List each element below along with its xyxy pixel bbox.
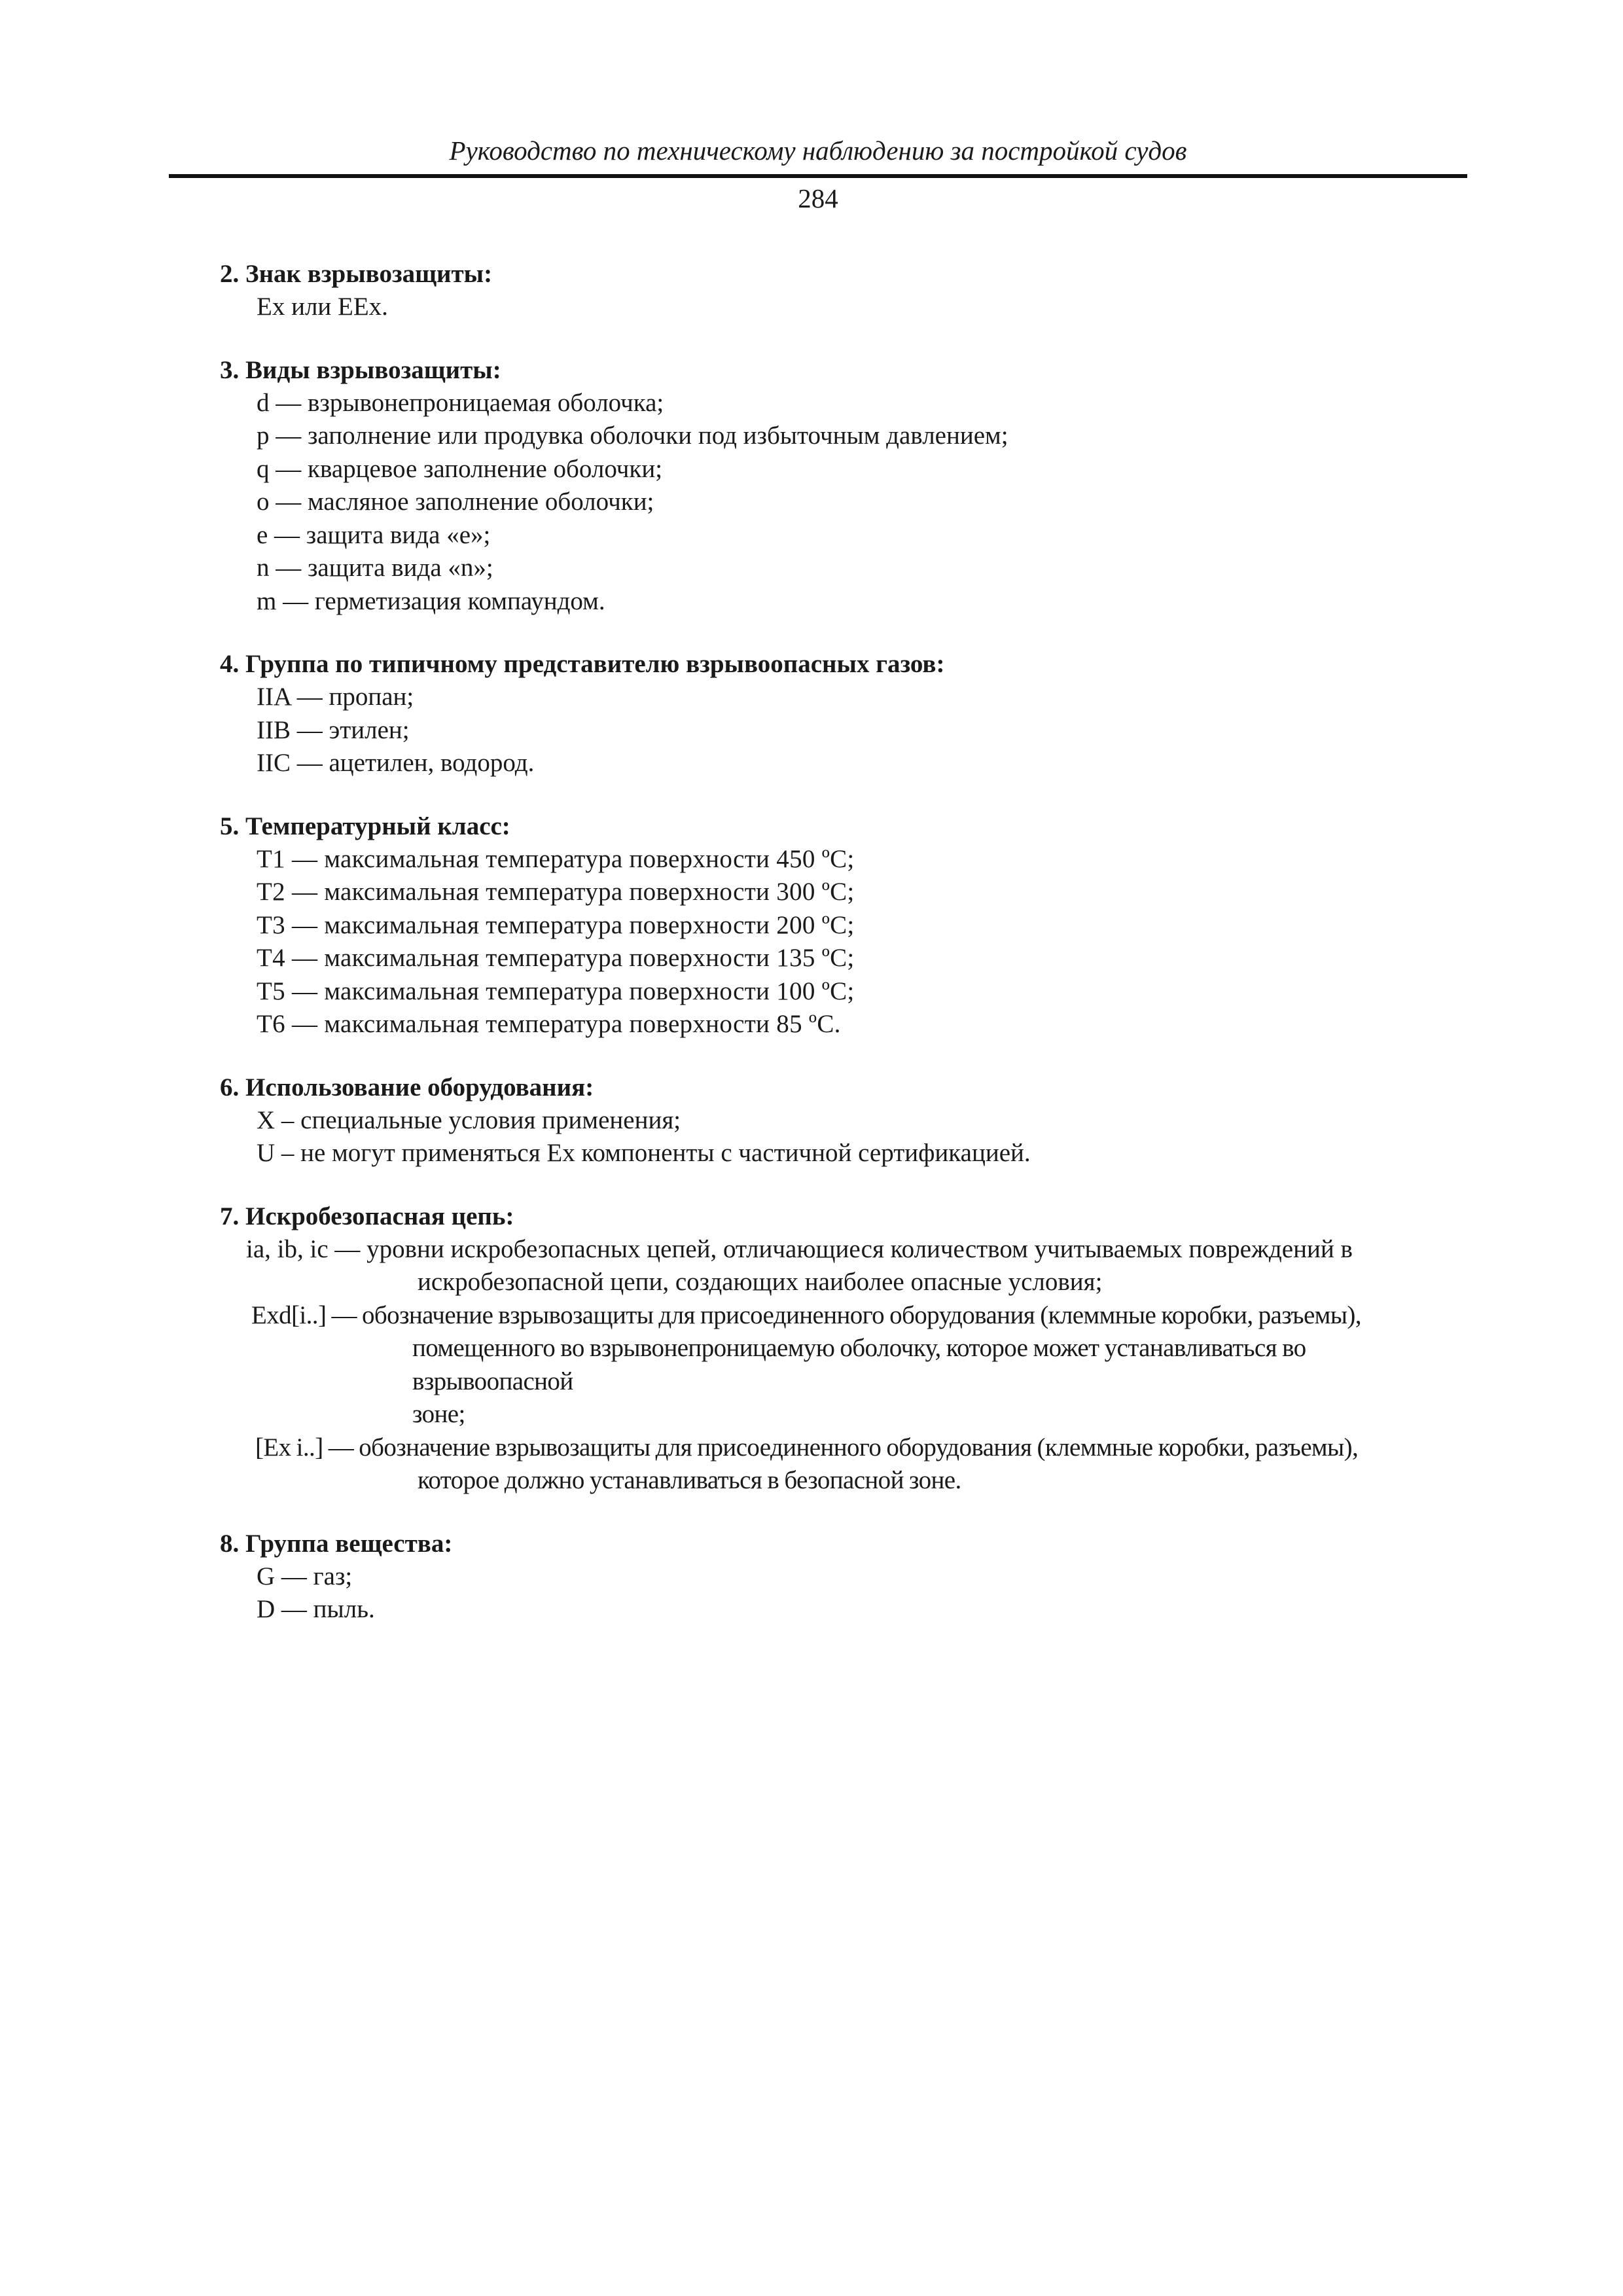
list-item-continuation: зоне; <box>412 1400 465 1428</box>
list-item: IIA — пропан; <box>257 683 414 711</box>
list-item: IIB — этилен; <box>257 715 410 744</box>
list-item-continuation: помещенного во взрывонепроницаемую оболочку, которое может устанавливаться во взрывоопасной <box>412 1334 1306 1395</box>
section-title: 4. Группа по типичному представителю взрывоопасных газов: <box>220 650 945 678</box>
list-item <box>220 1233 1470 1299</box>
list-item: T6 — максимальная температура поверхности 85 ºC. <box>257 1010 841 1038</box>
section-temperature-class <box>220 810 1470 1041</box>
section-intrinsically-safe-circuit <box>220 1200 1470 1498</box>
list-item: p — заполнение или продувка оболочки под избыточным давлением; <box>257 422 1008 450</box>
list-item: T3 — максимальная температура поверхности 200 ºC; <box>257 910 855 939</box>
list-item: q — кварцевое заполнение оболочки; <box>257 454 663 483</box>
list-item-line: Exd[i..] — обозначение взрывозащиты для присоединенного оборудования (клеммные коробки, разъемы), <box>251 1300 1361 1329</box>
list-item: IIC — ацетилен, водород. <box>257 749 535 777</box>
section-title: 2. Знак взрывозащиты: <box>220 260 493 288</box>
page-number: 284 <box>798 183 838 213</box>
section-substance-group <box>220 1528 1470 1626</box>
running-title: Руководство по техническому наблюдению за постройкой судов <box>449 135 1187 166</box>
list-item: D — пыль. <box>257 1595 375 1623</box>
section-protection-types <box>220 354 1470 619</box>
list-item: m — герметизация компаундом. <box>257 586 605 615</box>
list-item: e — защита вида «e»; <box>257 520 491 549</box>
section-title: 8. Группа вещества: <box>220 1529 453 1558</box>
list-item <box>220 1431 1470 1498</box>
list-item: T1 — максимальная температура поверхности 450 ºC; <box>257 844 855 873</box>
list-item: n — защита вида «n»; <box>257 554 493 582</box>
list-item-line: ia, ib, ic — уровни искробезопасных цепей, отличающиеся количеством учитываемых повреждений в <box>246 1234 1353 1263</box>
section-explosion-protection-mark <box>220 258 1470 324</box>
section-title: 5. Температурный класс: <box>220 812 510 840</box>
section-title: 6. Использование оборудования: <box>220 1073 594 1102</box>
list-item: d — взрывонепроницаемая оболочка; <box>257 388 664 417</box>
list-item: T4 — максимальная температура поверхности 135 ºC; <box>257 944 855 972</box>
list-item <box>220 1299 1470 1431</box>
section-equipment-use <box>220 1071 1470 1170</box>
section-title: 7. Искробезопасная цепь: <box>220 1202 514 1230</box>
list-item: Ex или EEx. <box>257 293 388 321</box>
list-item: U – не могут применяться Ex компоненты с частичной сертификацией. <box>257 1139 1031 1167</box>
list-item: o — масляное заполнение оболочки; <box>257 488 654 516</box>
document-body <box>220 258 1470 1657</box>
list-item: X – специальные условия применения; <box>257 1105 681 1134</box>
list-item-continuation: которое должно устанавливаться в безопасной зоне. <box>418 1466 961 1494</box>
header-rule <box>169 174 1467 178</box>
list-item: T2 — максимальная температура поверхности 300 ºC; <box>257 878 855 906</box>
list-item-continuation: искробезопасной цепи, создающих наиболее опасные условия; <box>418 1268 1103 1296</box>
list-item: G — газ; <box>257 1562 353 1590</box>
section-title: 3. Виды взрывозащиты: <box>220 355 501 384</box>
section-gas-groups <box>220 648 1470 780</box>
list-item-line: [Ex i..] — обозначение взрывозащиты для присоединенного оборудования (клеммные коробки, разъемы), <box>255 1433 1359 1462</box>
list-item: T5 — максимальная температура поверхности 100 ºC; <box>257 977 855 1005</box>
